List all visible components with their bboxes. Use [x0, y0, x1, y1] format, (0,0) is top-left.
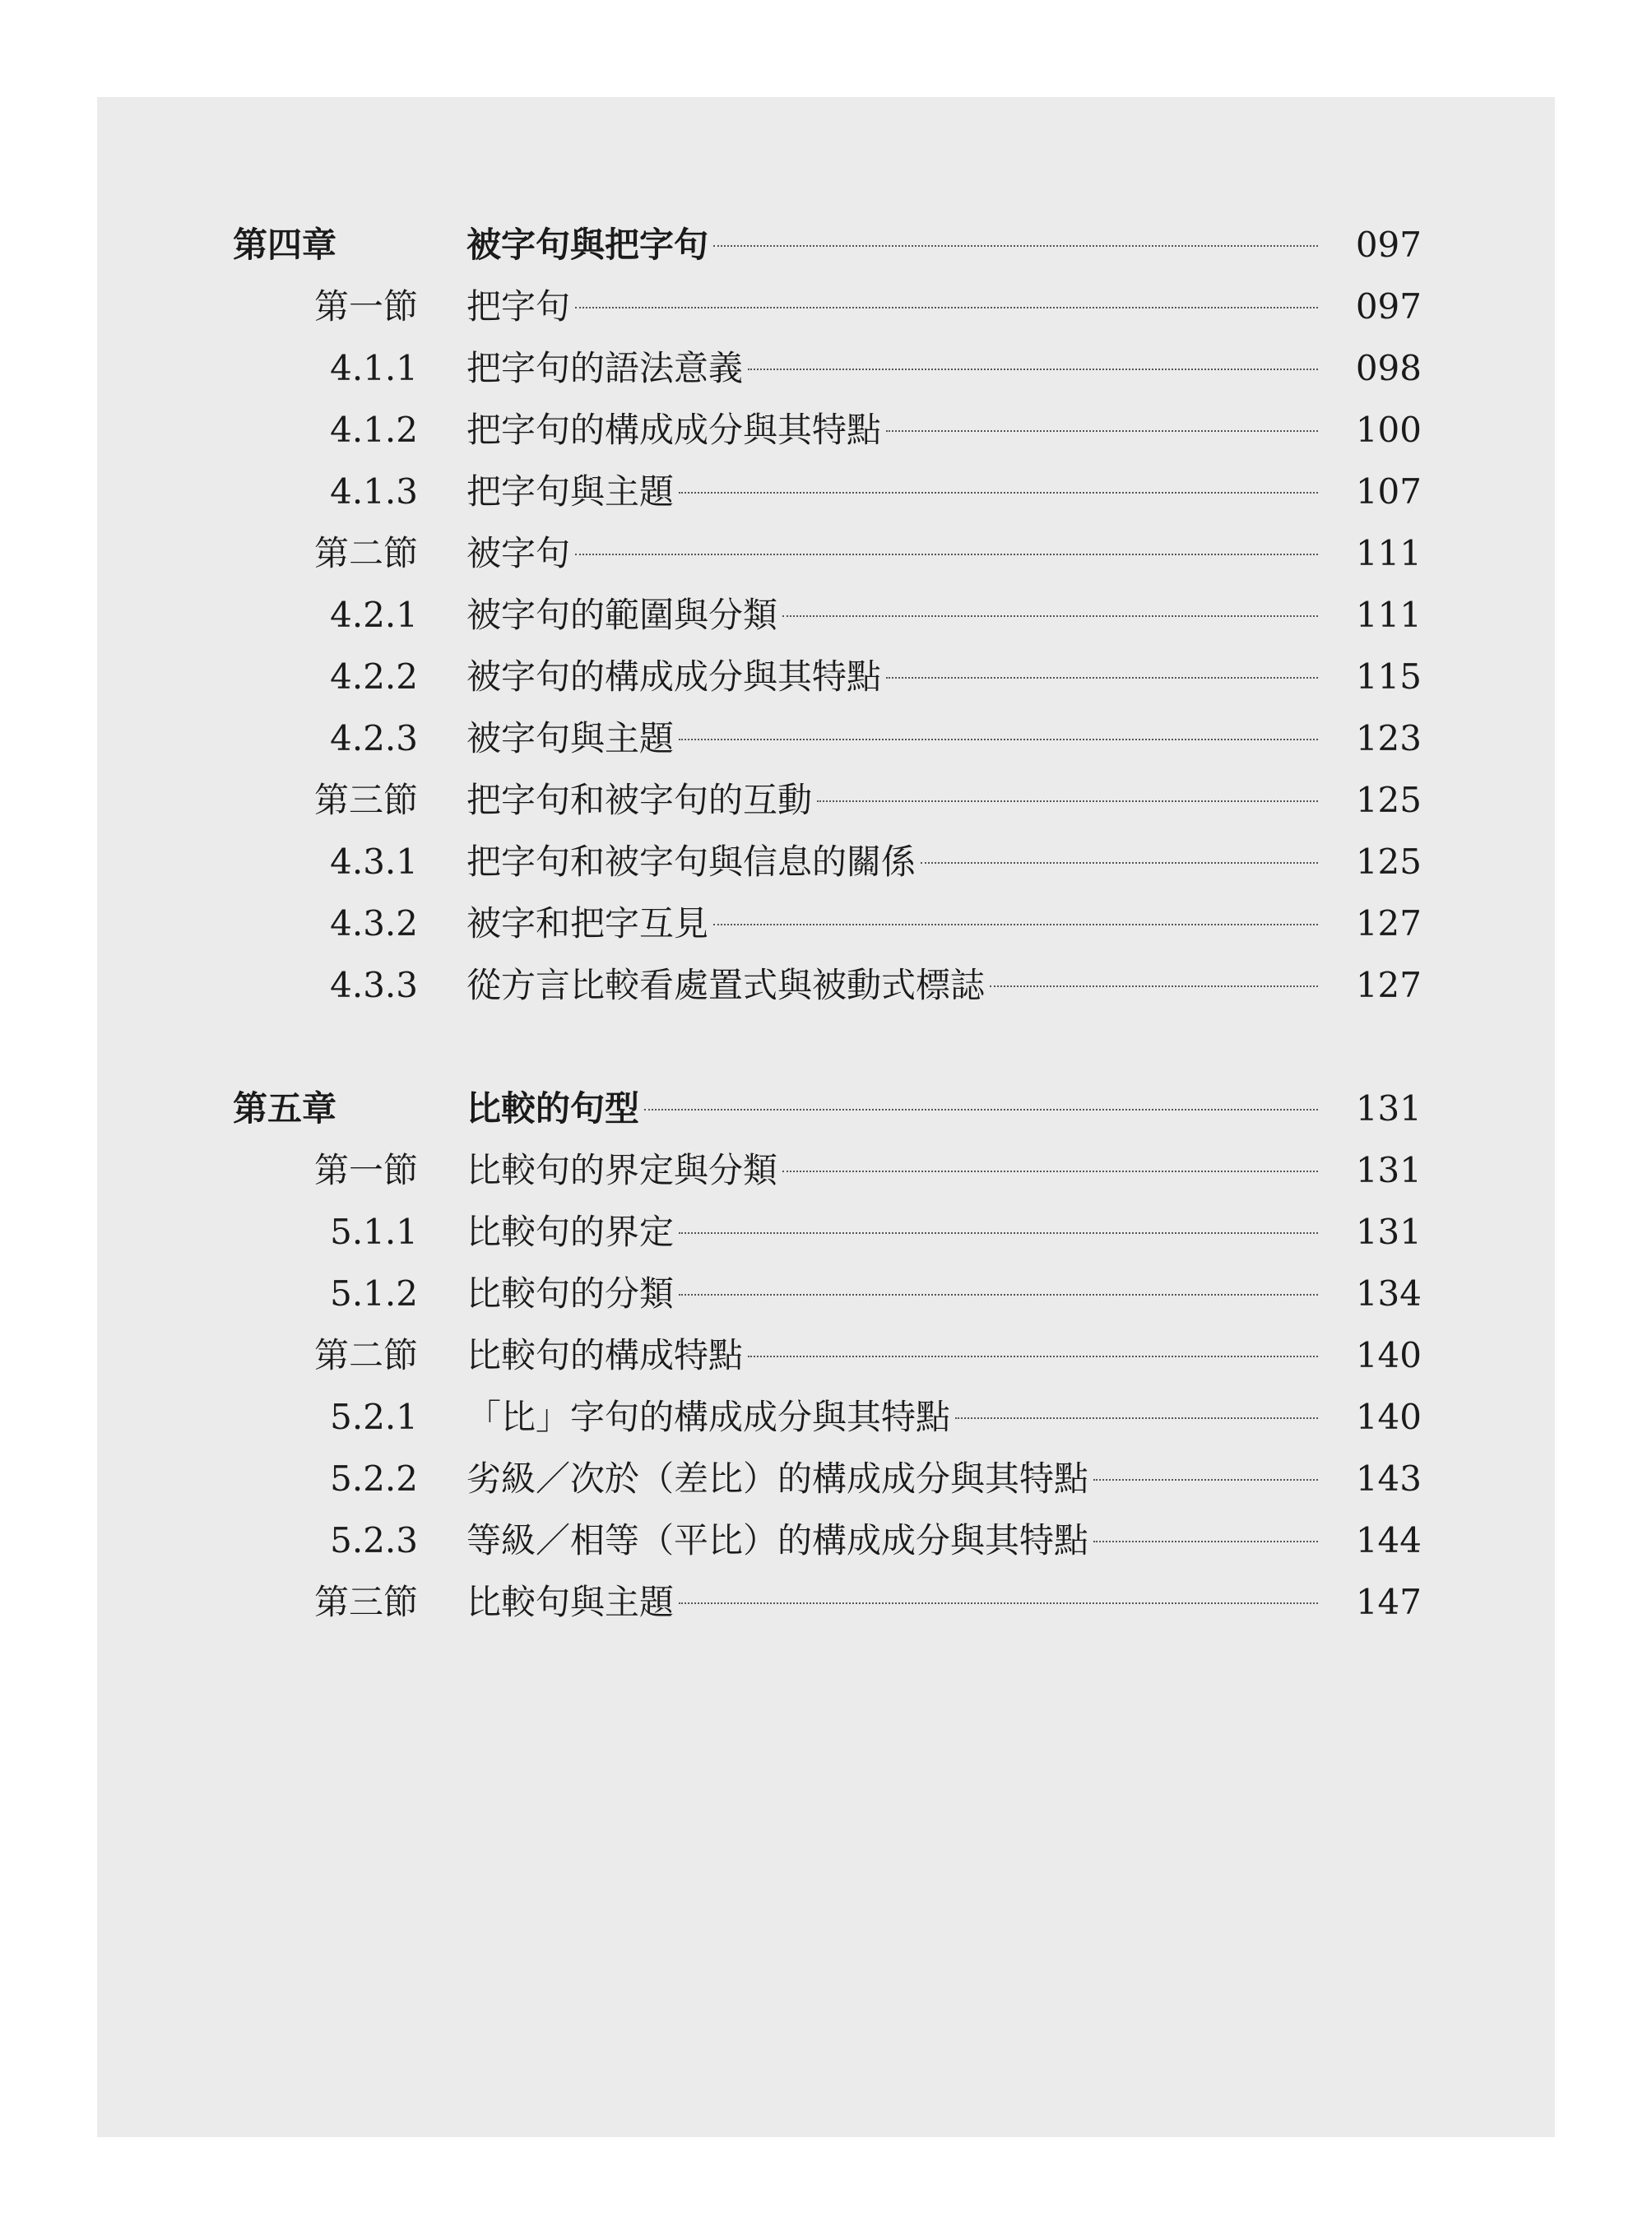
- toc-title-line: [466, 1078, 1555, 1139]
- toc-section-title: 比較句的界定與分類: [466, 1150, 778, 1190]
- toc-sub-number: 4.3.2: [330, 903, 418, 944]
- toc-entry-sub[interactable]: [97, 707, 1555, 769]
- toc-section-title: 把字句和被字句的互動: [466, 780, 813, 820]
- toc-sub-title: 比較句的界定: [466, 1212, 675, 1252]
- toc-title-line: [466, 1324, 1555, 1386]
- toc-sub-number: 5.1.2: [330, 1273, 418, 1314]
- toc-title-line: [466, 337, 1555, 399]
- toc-sub-number: 4.2.1: [330, 595, 418, 635]
- toc-title-line: [466, 1201, 1555, 1263]
- toc-section-number: 第三節: [313, 780, 418, 820]
- toc-entry-sub[interactable]: [97, 831, 1555, 893]
- toc-sub-number: 5.2.2: [330, 1458, 418, 1499]
- toc-title-line: [466, 214, 1555, 276]
- dot-leader: [679, 492, 1318, 494]
- toc-entry-sub[interactable]: [97, 1263, 1555, 1324]
- toc-sub-number: 4.1.3: [330, 471, 418, 512]
- toc-page-number: 125: [1355, 780, 1422, 820]
- toc-entry-sub[interactable]: [97, 399, 1555, 461]
- dot-leader: [679, 1232, 1318, 1234]
- dot-leader: [886, 430, 1318, 432]
- toc-entry-section[interactable]: [97, 522, 1555, 584]
- toc-entry-section[interactable]: [97, 1324, 1555, 1386]
- toc-page-number: 144: [1355, 1520, 1422, 1560]
- dot-leader: [886, 677, 1318, 679]
- toc-sub-title: 把字句的語法意義: [466, 348, 744, 388]
- toc-sub-title: 被字句的構成成分與其特點: [466, 656, 882, 697]
- page-sheet: [97, 97, 1555, 2137]
- toc-title-line: [466, 769, 1555, 831]
- toc-chapter-title: 被字句與把字句: [466, 225, 709, 265]
- dot-leader: [713, 924, 1318, 925]
- dot-leader: [921, 862, 1318, 864]
- toc-sub-title: 「比」字句的構成成分與其特點: [466, 1397, 951, 1437]
- toc-sub-title: 被字句的範圍與分類: [466, 595, 778, 635]
- toc-entry-sub[interactable]: [97, 646, 1555, 707]
- dot-leader: [713, 245, 1318, 247]
- toc-sub-title: 從方言比較看處置式與被動式標誌: [466, 965, 986, 1005]
- toc-section-number: 第二節: [313, 533, 418, 573]
- toc-sub-title: 把字句的構成成分與其特點: [466, 410, 882, 450]
- toc-entry-sub[interactable]: [97, 337, 1555, 399]
- toc-title-line: [466, 276, 1555, 337]
- toc-entry-sub[interactable]: [97, 893, 1555, 954]
- toc-title-line: [466, 1139, 1555, 1201]
- toc-sub-number: 4.3.3: [330, 965, 418, 1005]
- toc-entry-section[interactable]: [97, 276, 1555, 337]
- toc-title-line: [466, 1509, 1555, 1571]
- toc-entry-chapter[interactable]: [97, 214, 1555, 276]
- toc-entry-sub[interactable]: [97, 461, 1555, 522]
- toc-title-line: [466, 522, 1555, 584]
- toc-title-line: [466, 893, 1555, 954]
- toc-section-title: 比較句與主題: [466, 1582, 675, 1622]
- toc-entry-sub[interactable]: [97, 584, 1555, 646]
- toc-entry-section[interactable]: [97, 769, 1555, 831]
- toc-chapter-number: 第五章: [233, 1088, 337, 1129]
- toc-sub-title: 被字句與主題: [466, 718, 675, 758]
- toc-page-number: 127: [1355, 903, 1422, 944]
- dot-leader: [679, 1602, 1318, 1604]
- dot-leader: [575, 554, 1318, 555]
- toc-section-number: 第一節: [313, 1150, 418, 1190]
- dot-leader: [748, 1356, 1318, 1357]
- toc-section-title: 被字句: [466, 533, 571, 573]
- toc-section-number: 第三節: [313, 1582, 418, 1622]
- toc-entry-sub[interactable]: [97, 1201, 1555, 1263]
- toc-sub-number: 4.1.2: [330, 410, 418, 450]
- toc-sub-title: 被字和把字互見: [466, 903, 709, 944]
- toc-sub-title: 把字句和被字句與信息的關係: [466, 842, 916, 882]
- toc-section-number: 第二節: [313, 1335, 418, 1375]
- toc-page-number: 115: [1355, 656, 1422, 697]
- toc-page-number: 100: [1355, 410, 1422, 450]
- dot-leader: [1093, 1479, 1318, 1481]
- toc-title-line: [466, 1448, 1555, 1509]
- dot-leader: [644, 1109, 1318, 1111]
- toc-sub-number: 5.1.1: [330, 1212, 418, 1252]
- toc-page-number: 098: [1355, 348, 1422, 388]
- toc-title-line: [466, 399, 1555, 461]
- toc-title-line: [466, 461, 1555, 522]
- toc-entry-section[interactable]: [97, 1139, 1555, 1201]
- toc-entry-chapter[interactable]: [97, 1078, 1555, 1139]
- dot-leader: [575, 307, 1318, 308]
- table-of-contents: [97, 97, 1555, 2137]
- toc-section-number: 第一節: [313, 286, 418, 327]
- dot-leader: [990, 985, 1318, 987]
- toc-section-title: 把字句: [466, 286, 571, 327]
- toc-title-line: [466, 1571, 1555, 1633]
- dot-leader: [782, 1171, 1318, 1172]
- toc-page-number: 134: [1355, 1273, 1422, 1314]
- dot-leader: [679, 739, 1318, 740]
- toc-title-line: [466, 584, 1555, 646]
- toc-page-number: 131: [1355, 1150, 1422, 1190]
- toc-page-number: 097: [1355, 225, 1422, 265]
- toc-sub-number: 4.2.2: [330, 656, 418, 697]
- dot-leader: [1093, 1541, 1318, 1542]
- toc-sub-title: 劣級／次於（差比）的構成成分與其特點: [466, 1458, 1089, 1499]
- dot-leader: [817, 800, 1318, 802]
- toc-sub-title: 等級／相等（平比）的構成成分與其特點: [466, 1520, 1089, 1560]
- toc-page-number: 097: [1355, 286, 1422, 327]
- dot-leader: [955, 1417, 1318, 1419]
- toc-sub-title: 比較句的分類: [466, 1273, 675, 1314]
- toc-title-line: [466, 707, 1555, 769]
- toc-entry-sub[interactable]: [97, 1509, 1555, 1571]
- toc-title-line: [466, 646, 1555, 707]
- toc-sub-number: 4.2.3: [330, 718, 418, 758]
- toc-sub-title: 把字句與主題: [466, 471, 675, 512]
- toc-entry-sub[interactable]: [97, 954, 1555, 1016]
- toc-entry-section[interactable]: [97, 1571, 1555, 1633]
- toc-page-number: 147: [1355, 1582, 1422, 1622]
- toc-page-number: 111: [1355, 533, 1422, 573]
- toc-page-number: 123: [1355, 718, 1422, 758]
- dot-leader: [782, 615, 1318, 617]
- toc-title-line: [466, 1386, 1555, 1448]
- toc-page-number: 125: [1355, 842, 1422, 882]
- toc-page-number: 111: [1355, 595, 1422, 635]
- toc-sub-number: 5.2.1: [330, 1397, 418, 1437]
- toc-page-number: 143: [1355, 1458, 1422, 1499]
- toc-title-line: [466, 954, 1555, 1016]
- toc-chapter-number: 第四章: [233, 225, 337, 265]
- toc-sub-number: 5.2.3: [330, 1520, 418, 1560]
- toc-page-number: 140: [1355, 1397, 1422, 1437]
- dot-leader: [748, 369, 1318, 370]
- toc-entry-sub[interactable]: [97, 1386, 1555, 1448]
- toc-chapter-title: 比較的句型: [466, 1088, 640, 1129]
- toc-sub-number: 4.1.1: [330, 348, 418, 388]
- toc-entry-sub[interactable]: [97, 1448, 1555, 1509]
- toc-page-number: 131: [1355, 1212, 1422, 1252]
- toc-page-number: 107: [1355, 471, 1422, 512]
- toc-page-number: 127: [1355, 965, 1422, 1005]
- toc-title-line: [466, 831, 1555, 893]
- toc-section-title: 比較句的構成特點: [466, 1335, 744, 1375]
- toc-title-line: [466, 1263, 1555, 1324]
- toc-page-number: 131: [1355, 1088, 1422, 1129]
- toc-page-number: 140: [1355, 1335, 1422, 1375]
- dot-leader: [679, 1294, 1318, 1296]
- toc-sub-number: 4.3.1: [330, 842, 418, 882]
